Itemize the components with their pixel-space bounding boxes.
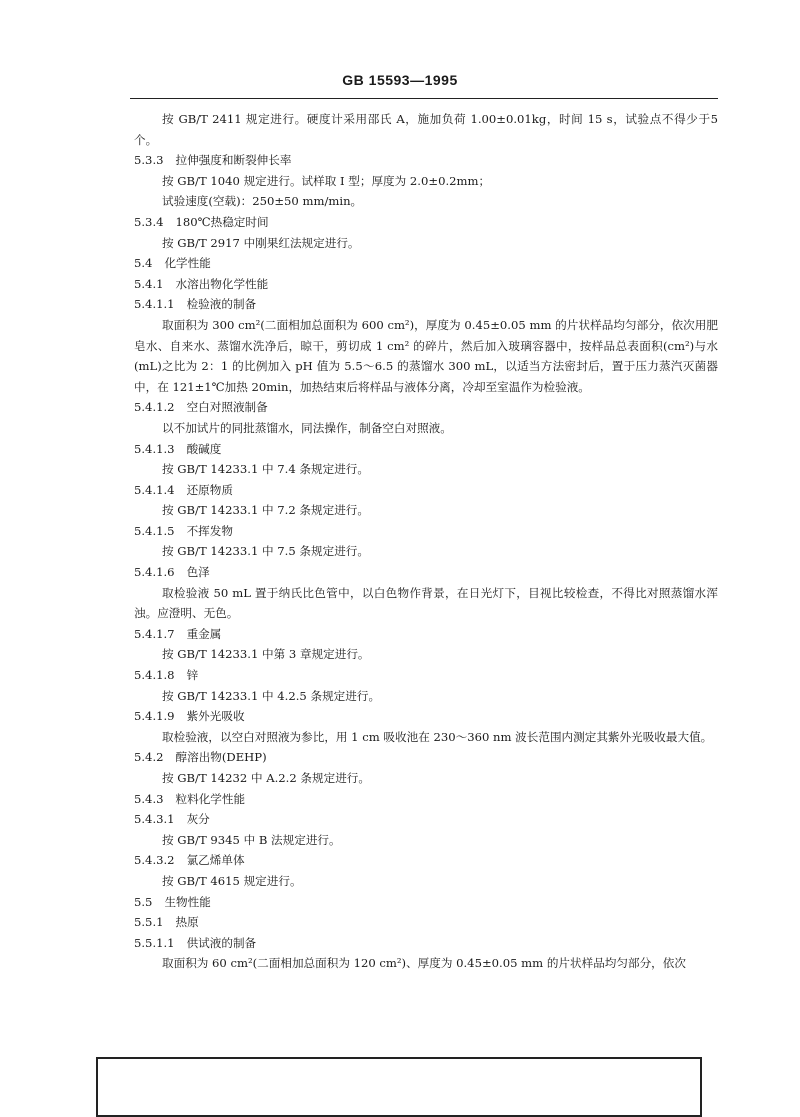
section-title: 氯乙烯单体	[186, 853, 245, 868]
section-title: 酸碱度	[186, 441, 222, 456]
section-number: 5.4.1.7	[134, 626, 175, 641]
section-heading	[134, 274, 718, 295]
paragraph: 按 GB/T 14233.1 中 7.2 条规定进行。	[162, 503, 369, 518]
section-title: 拉伸强度和断裂伸长率	[175, 153, 292, 168]
section-number: 5.4.1.1	[134, 297, 175, 312]
section-heading	[134, 480, 718, 501]
paragraph: 按 GB/T 14233.1 中 7.5 条规定进行。	[162, 544, 369, 559]
section-title: 粒料化学性能	[175, 791, 246, 806]
paragraph: 取面积为 60 cm²(二面相加总面积为 120 cm²)、厚度为 0.45±0.05 mm 的片状样品均匀部分，依次	[162, 956, 686, 971]
section-number: 5.4	[134, 256, 153, 271]
section-number: 5.5.1.1	[134, 935, 175, 950]
section-title: 生物性能	[164, 894, 211, 909]
paragraph: 按 GB/T 14233.1 中 7.4 条规定进行。	[162, 462, 369, 477]
section-heading	[134, 706, 718, 727]
section-title: 供试液的制备	[186, 935, 257, 950]
paragraph: 按 GB/T 4615 规定进行。	[162, 873, 302, 888]
section-title: 锌	[186, 668, 199, 683]
section-number: 5.4.1.9	[134, 709, 175, 724]
section-heading	[134, 850, 718, 871]
bottom-frame	[96, 1057, 702, 1117]
section-heading	[134, 150, 718, 171]
section-number: 5.4.1.8	[134, 668, 175, 683]
section-title: 还原物质	[186, 482, 233, 497]
section-number: 5.4.1.4	[134, 482, 175, 497]
section-heading	[134, 521, 718, 542]
section-number: 5.5	[134, 894, 153, 909]
section-heading	[134, 397, 718, 418]
section-heading	[134, 809, 718, 830]
paragraph: 取检验液，以空白对照液为参比，用 1 cm 吸收池在 230～360 nm 波长范围内测定其紫外光吸收最大值。	[162, 729, 713, 744]
section-number: 5.4.1.6	[134, 565, 175, 580]
section-number: 5.4.3.1	[134, 812, 175, 827]
section-number: 5.4.1	[134, 276, 164, 291]
section-heading	[134, 789, 718, 810]
section-number: 5.3.4	[134, 214, 164, 229]
paragraph: 按 GB/T 14232 中 A.2.2 条规定进行。	[162, 771, 370, 785]
section-heading	[134, 562, 718, 583]
paragraph: 按 GB/T 2411 规定进行。硬度计采用邵氏 A，施加负荷 1.00±0.01kg，时间 15 s，试验点不得少于5个。	[134, 112, 718, 147]
section-number: 5.4.1.2	[134, 400, 175, 415]
paragraph: 按 GB/T 9345 中 B 法规定进行。	[162, 832, 341, 847]
paragraph: 以不加试片的同批蒸馏水，同法操作，制备空白对照液。	[162, 420, 452, 435]
section-title: 不挥发物	[186, 523, 233, 538]
section-heading	[134, 912, 718, 933]
paragraph: 按 GB/T 14233.1 中 4.2.5 条规定进行。	[162, 688, 381, 703]
section-number: 5.4.1.5	[134, 523, 175, 538]
section-title: 热原	[175, 915, 199, 930]
header-rule	[130, 98, 718, 99]
section-title: 水溶出物化学性能	[175, 276, 269, 291]
section-title: 180℃热稳定时间	[175, 214, 269, 229]
section-title: 色泽	[186, 565, 210, 580]
section-heading	[134, 892, 718, 913]
standard-number-header: GB 15593—1995	[342, 72, 458, 88]
paragraph: 取面积为 300 cm²(二面相加总面积为 600 cm²)，厚度为 0.45±0.05 mm 的片状样品均匀部分，依次用肥皂水、自来水、蒸馏水洗净后，晾干，剪切成 1 cm² 的碎片，然后加入玻璃容器中，按样品总表面积(cm²)与水(mL)之比为 2：1 的比例加入 pH 值为 5.5～6.5 的蒸馏水 300 mL，以适当方法密封后，置于压力蒸汽灭菌器中，在 121±1℃加热 20min，加热结束后将样品与液体分离，冷却至室温作为检验液。	[134, 317, 718, 394]
section-number: 5.3.3	[134, 153, 164, 168]
section-title: 空白对照液制备	[186, 400, 268, 415]
paragraph: 按 GB/T 2917 中刚果红法规定进行。	[162, 235, 360, 250]
section-number: 5.4.1.3	[134, 441, 175, 456]
section-heading	[134, 624, 718, 645]
section-heading	[134, 747, 718, 768]
section-number: 5.4.3.2	[134, 853, 175, 868]
section-number: 5.5.1	[134, 915, 164, 930]
paragraph: 按 GB/T 14233.1 中第 3 章规定进行。	[162, 647, 370, 662]
paragraph: 按 GB/T 1040 规定进行。试样取 Ⅰ 型；厚度为 2.0±0.2mm；	[162, 173, 491, 188]
section-heading	[134, 439, 718, 460]
section-heading	[134, 665, 718, 686]
section-title: 紫外光吸收	[186, 709, 245, 724]
document-body	[134, 109, 718, 974]
paragraph: 试验速度(空载)：250±50 mm/min。	[162, 194, 363, 209]
section-title: 重金属	[186, 626, 222, 641]
section-number: 5.4.2	[134, 750, 164, 765]
section-heading	[134, 933, 718, 954]
paragraph: 取检验液 50 mL 置于纳氏比色管中，以白色物作背景，在日光灯下，目视比较检查，不得比对照蒸馏水浑浊。应澄明、无色。	[134, 585, 718, 621]
section-title: 醇溶出物(DEHP)	[175, 750, 267, 765]
section-heading	[134, 294, 718, 315]
section-number: 5.4.3	[134, 791, 164, 806]
section-heading	[134, 253, 718, 274]
section-title: 检验液的制备	[186, 297, 257, 312]
section-heading	[134, 212, 718, 233]
section-title: 灰分	[186, 812, 210, 827]
section-title: 化学性能	[164, 256, 211, 271]
